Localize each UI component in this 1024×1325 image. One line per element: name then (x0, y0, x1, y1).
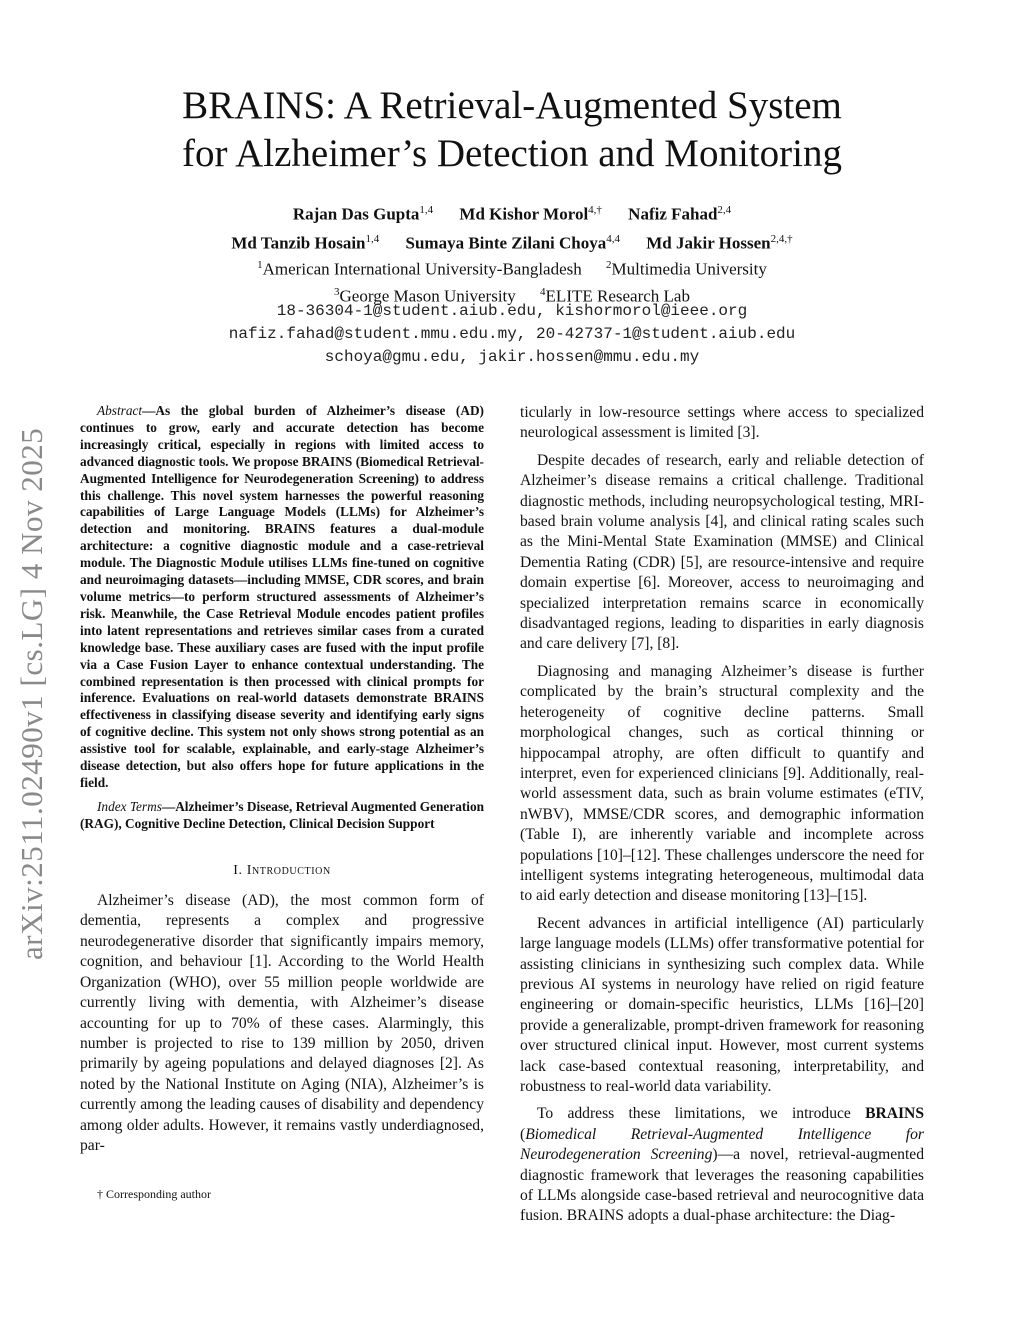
affiliation: $^1$American International University-Bangladesh (257, 259, 582, 279)
author-list (100, 198, 924, 255)
affiliation-row (100, 254, 924, 281)
intro-paragraph: Alzheimer’s disease (AD), the most common form of dementia, represents a complex and progressive neurodegenerative disorder that significantly impairs memory, cognition, and behaviour [1]. According to the World Health Organization (WHO), over 55 million people worldwide are currently living with dementia, with Alzheimer’s disease accounting for up to 70% of these cases. Alarmingly, this number is projected to rise to 139 million by 2050, driven primarily by ageing populations and delayed diagnoses [2]. As noted by the National Institute on Aging (NIA), Alzheimer’s is currently among the leading causes of disability and dependency among older adults. However, it remains vastly underdiagnosed, par- (80, 892, 484, 1154)
paragraph: Despite decades of research, early and reliable detection of Alzheimer’s disease remains a critical challenge. Traditional diagnostic methods, including neuropsychological testing, MRI-based brain volume analysis [4], and clinical rating scales such as the Mini-Mental State Examination (MMSE) and Clinical Dementia Rating (CDR) [5], are resource-intensive and require domain expertise [6]. Moreover, access to neuroimaging and specialized interpretation remains scarce in economically disadvantaged regions, leading to disparities in early diagnosis and care delivery [7], [8]. (520, 451, 924, 653)
title-line-1: BRAINS: A Retrieval-Augmented System (182, 84, 842, 127)
index-terms-label: Index Terms (97, 798, 162, 814)
affiliation: $^3$George Mason University (334, 285, 516, 306)
author: Md Jakir Hossen$^{2,4,\dagger}$ (646, 232, 793, 253)
system-name: BRAINS (865, 1105, 924, 1123)
paragraph: To address these limitations, we introduce BRAINS (Biomedical Retrieval-Augmented Intelligence for Neurodegeneration Screening)—a novel, retrieval-augmented diagnostic framework that leverages the reasoning capabilities of LLMs alongside case-based retrieval and neurocognitive data fusion. BRAINS adopts a dual-phase architecture: the Diag- (520, 1105, 924, 1225)
footnote: † Corresponding author (97, 1187, 211, 1201)
paragraph: Recent advances in artificial intelligence (AI) particularly large language models (LLMs) offer transformative potential for assisting clinicians in synthesizing such complex data. While previous AI systems in neurology have relied on rigid feature engineering or domain-specific heuristics, LLMs [16]–[20] provide a generalizable, prompt-driven framework for reasoning over structured clinical input. However, most current systems lack case-based contextual reasoning, interpretability, and robustness to real-world data variability. (520, 914, 924, 1095)
section-title: Introduction (246, 862, 331, 878)
author-emails (100, 300, 924, 369)
index-terms (80, 799, 484, 833)
abstract (80, 403, 484, 792)
author: Sumaya Binte Zilani Choya$^{4,4}$ (405, 232, 621, 253)
affiliation: $^4$ELITE Research Lab (540, 285, 690, 306)
paper-title (90, 82, 934, 178)
author: Md Kishor Morol$^{4,\dagger}$ (459, 204, 602, 224)
author: Rajan Das Gupta$^{1,4}$ (292, 204, 434, 224)
paragraph: ticularly in low-resource settings where access to specialized neurological assessment is limited [3]. (520, 404, 924, 442)
email-line: schoya@gmu.edu, jakir.hossen@mmu.edu.my (324, 348, 700, 366)
email-line: 18-36304-1@student.aiub.edu, kishormorol@ieee.org (276, 302, 748, 320)
author: Nafiz Fahad$^{2,4}$ (628, 204, 732, 224)
paragraph: Diagnosing and managing Alzheimer’s disease is further complicated by the brain’s structural complexity and the heterogeneity of cognitive decline patterns. Small morphological changes, such as cortical thinning or hippocampal atrophy, are often difficult to quantify and interpret, even for experienced clinicians [9]. Additionally, real-world assessment data, such as brain volume estimates (eTIV, nWBV), MMSE/CDR scores, and demographic information (Table I), are inherently variable and incomplete across populations [10]–[12]. These challenges underscore the need for intelligent systems integrating heterogeneous, multimodal data to aid early detection and disease monitoring [13]–[15]. (520, 662, 924, 905)
right-column (520, 403, 924, 1234)
abstract-text: —As the global burden of Alzheimer’s disease (AD) continues to grow, early and accurate detection has become increasingly critical, especially in regions with limited access to advanced diagnostic tools. We propose BRAINS (Biomedical Retrieval-Augmented Intelligence for Neurodegeneration Screening) to address this challenge. This novel system harnesses the powerful reasoning capabilities of Large Language Models (LLMs) for Alzheimer’s detection and monitoring. BRAINS features a dual-module architecture: a cognitive diagnostic module and a case-retrieval module. The Diagnostic Module utilises LLMs fine-tuned on cognitive and neuroimaging datasets—including MMSE, CDR scores, and brain volume metrics—to perform structured assessments of Alzheimer’s risk. Meanwhile, the Case Retrieval Module encodes patient profiles into latent representations and retrieves similar cases from a curated knowledge base. These auxiliary cases are fused with the input profile via a Case Fusion Layer to enhance contextual understanding. The combined representation is then processed with clinical prompts for inference. Evaluations on real-world datasets demonstrate BRAINS effectiveness in classifying disease severity and identifying early signs of cognitive decline. This system not only shows strong potential as an assistive tool for scalable, explainable, and early-stage Alzheimer’s disease detection, but also offers hope for future applications in the field. (80, 403, 484, 790)
index-terms-text: —Alzheimer’s Disease, Retrieval Augmented Generation (RAG), Cognitive Decline Detection, Clinical Decision Support (80, 798, 485, 831)
author: Md Tanzib Hosain$^{1,4}$ (231, 232, 380, 253)
author-row (100, 198, 924, 227)
title-line-2: for Alzheimer’s Detection and Monitoring (182, 132, 842, 175)
abstract-label: Abstract (97, 403, 143, 418)
left-column (80, 403, 484, 1163)
section-number: I. (233, 862, 243, 878)
author-row (100, 227, 924, 256)
system-expansion: Biomedical Retrieval-Augmented Intelligence for Neurodegeneration Screening (520, 1125, 924, 1164)
affiliation: $^2$Multimedia University (606, 259, 767, 279)
arxiv-identifier: arXiv:2511.02490v1 [cs.LG] 4 Nov 2025 (14, 427, 49, 960)
section-heading (80, 861, 484, 881)
email-line: nafiz.fahad@student.mmu.edu.my, 20-42737-1@student.aiub.edu (228, 325, 796, 343)
